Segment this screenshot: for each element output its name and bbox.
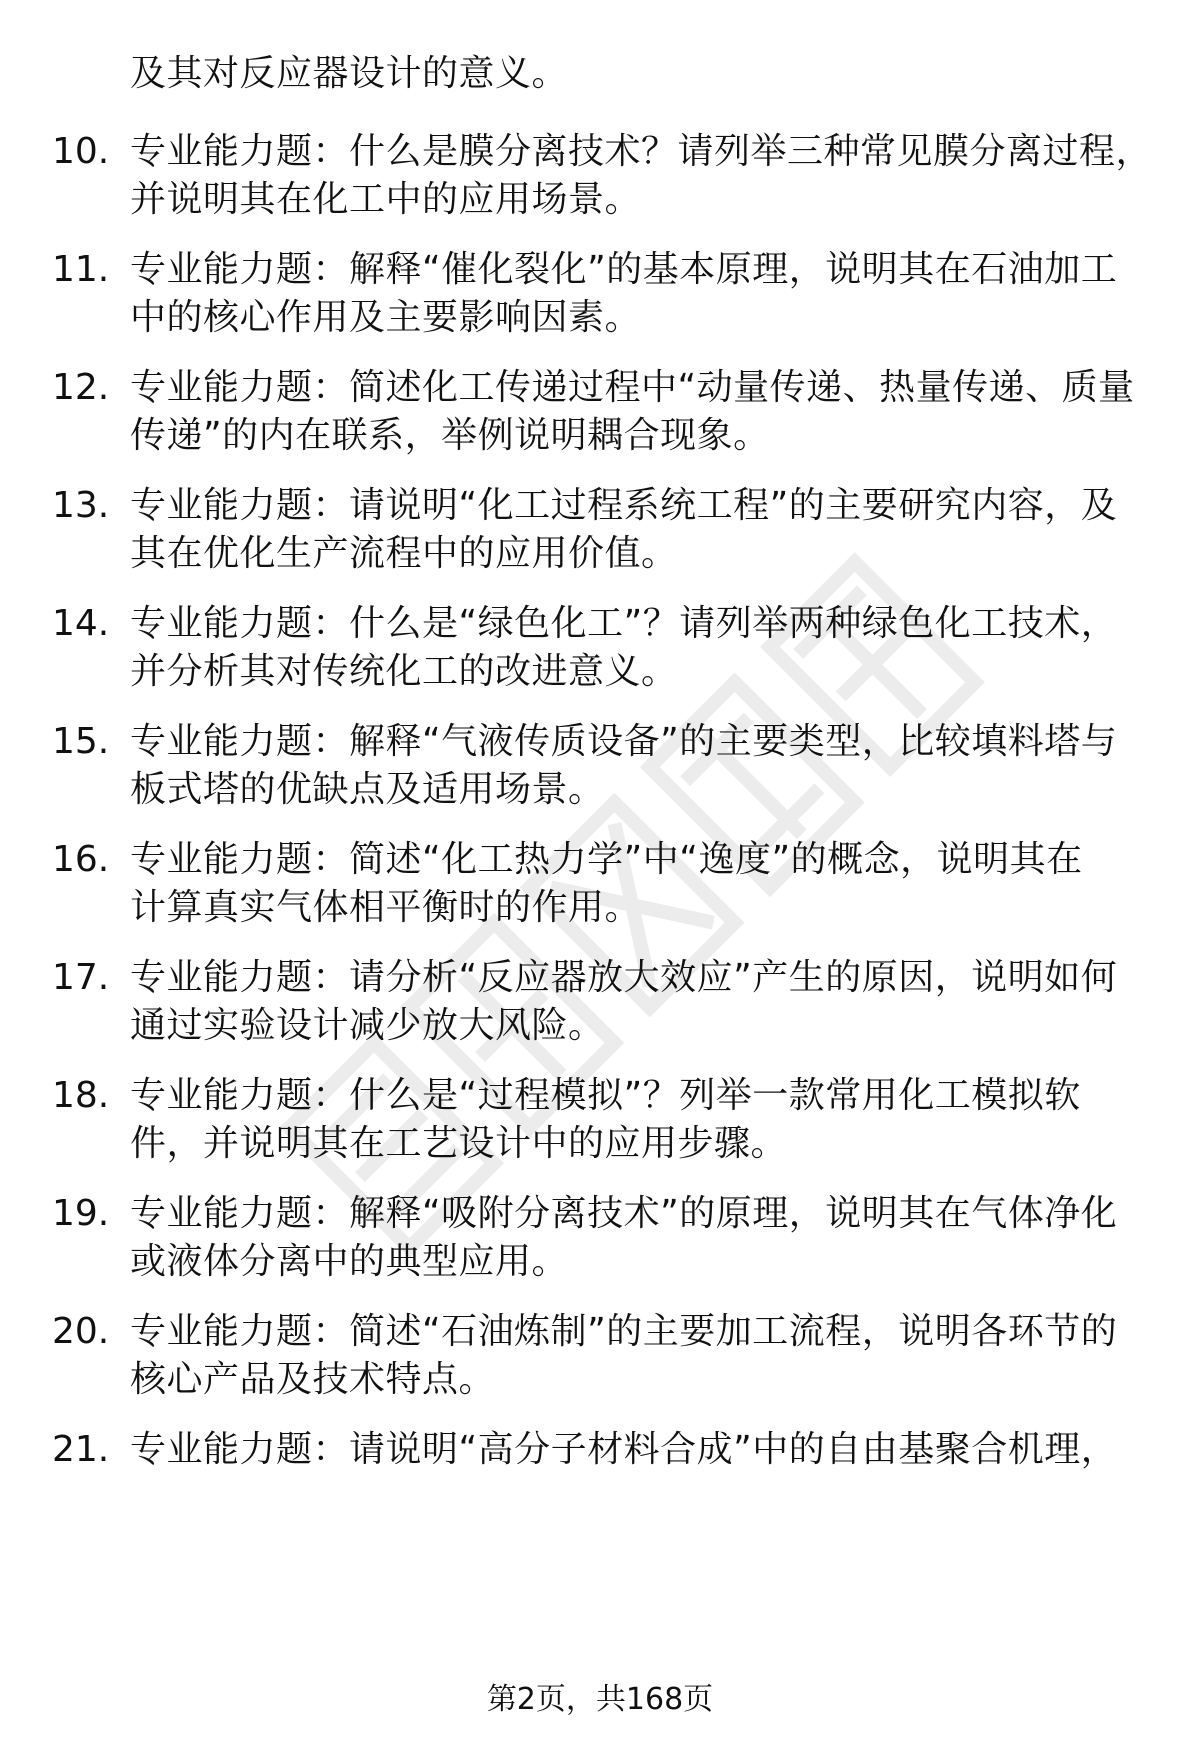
item-line: 核心产品及技术特点。 <box>130 1359 496 1400</box>
item-line: 或液体分离中的典型应用。 <box>130 1241 569 1282</box>
item-number: 18. <box>52 1075 110 1116</box>
item-number: 14. <box>52 603 110 644</box>
item-line: 其在优化生产流程中的应用价值。 <box>130 533 678 574</box>
item-line: 专业能力题：简述化工传递过程中“动量传递、热量传递、质量 <box>130 367 1135 408</box>
item-number: 17. <box>52 957 110 998</box>
item-number: 19. <box>52 1193 110 1234</box>
item-line: 专业能力题：解释“催化裂化”的基本原理，说明其在石油加工 <box>130 249 1118 290</box>
item-number: 21. <box>52 1429 110 1470</box>
item-line: 计算真实气体相平衡时的作用。 <box>130 887 642 928</box>
item-line: 专业能力题：请说明“高分子材料合成”中的自由基聚合机理， <box>130 1429 1118 1470</box>
item-line: 专业能力题：解释“气液传质设备”的主要类型，比较填料塔与 <box>130 721 1118 762</box>
lead-line: 及其对反应器设计的意义。 <box>130 53 569 94</box>
item-line: 专业能力题：什么是膜分离技术？请列举三种常见膜分离过程， <box>130 131 1153 172</box>
item-number: 20. <box>52 1311 110 1352</box>
item-line: 传递”的内在联系，举例说明耦合现象。 <box>130 415 770 456</box>
item-line: 板式塔的优缺点及适用场景。 <box>130 769 605 810</box>
item-number: 16. <box>52 839 110 880</box>
item-line: 专业能力题：什么是“绿色化工”？请列举两种绿色化工技术， <box>130 603 1118 644</box>
item-line: 中的核心作用及主要影响因素。 <box>130 297 642 338</box>
item-line: 件，并说明其在工艺设计中的应用步骤。 <box>130 1123 788 1164</box>
item-number: 11. <box>52 249 110 290</box>
item-number: 13. <box>52 485 110 526</box>
item-number: 12. <box>52 367 110 408</box>
item-line: 并分析其对传统化工的改进意义。 <box>130 651 678 692</box>
item-line: 并说明其在化工中的应用场景。 <box>130 179 642 220</box>
item-line: 专业能力题：什么是“过程模拟”？列举一款常用化工模拟软 <box>130 1075 1081 1116</box>
item-number: 15. <box>52 721 110 762</box>
item-line: 专业能力题：请说明“化工过程系统工程”的主要研究内容，及 <box>130 485 1118 526</box>
page-footer: 第2页，共168页 <box>486 1682 714 1717</box>
item-line: 专业能力题：简述“石油炼制”的主要加工流程，说明各环节的 <box>130 1311 1118 1352</box>
item-line: 专业能力题：请分析“反应器放大效应”产生的原因，说明如何 <box>130 957 1118 998</box>
item-line: 专业能力题：简述“化工热力学”中“逸度”的概念，说明其在 <box>130 839 1083 880</box>
item-line: 通过实验设计减少放大风险。 <box>130 1005 605 1046</box>
item-line: 专业能力题：解释“吸附分离技术”的原理，说明其在气体净化 <box>130 1193 1118 1234</box>
item-number: 10. <box>52 131 110 172</box>
